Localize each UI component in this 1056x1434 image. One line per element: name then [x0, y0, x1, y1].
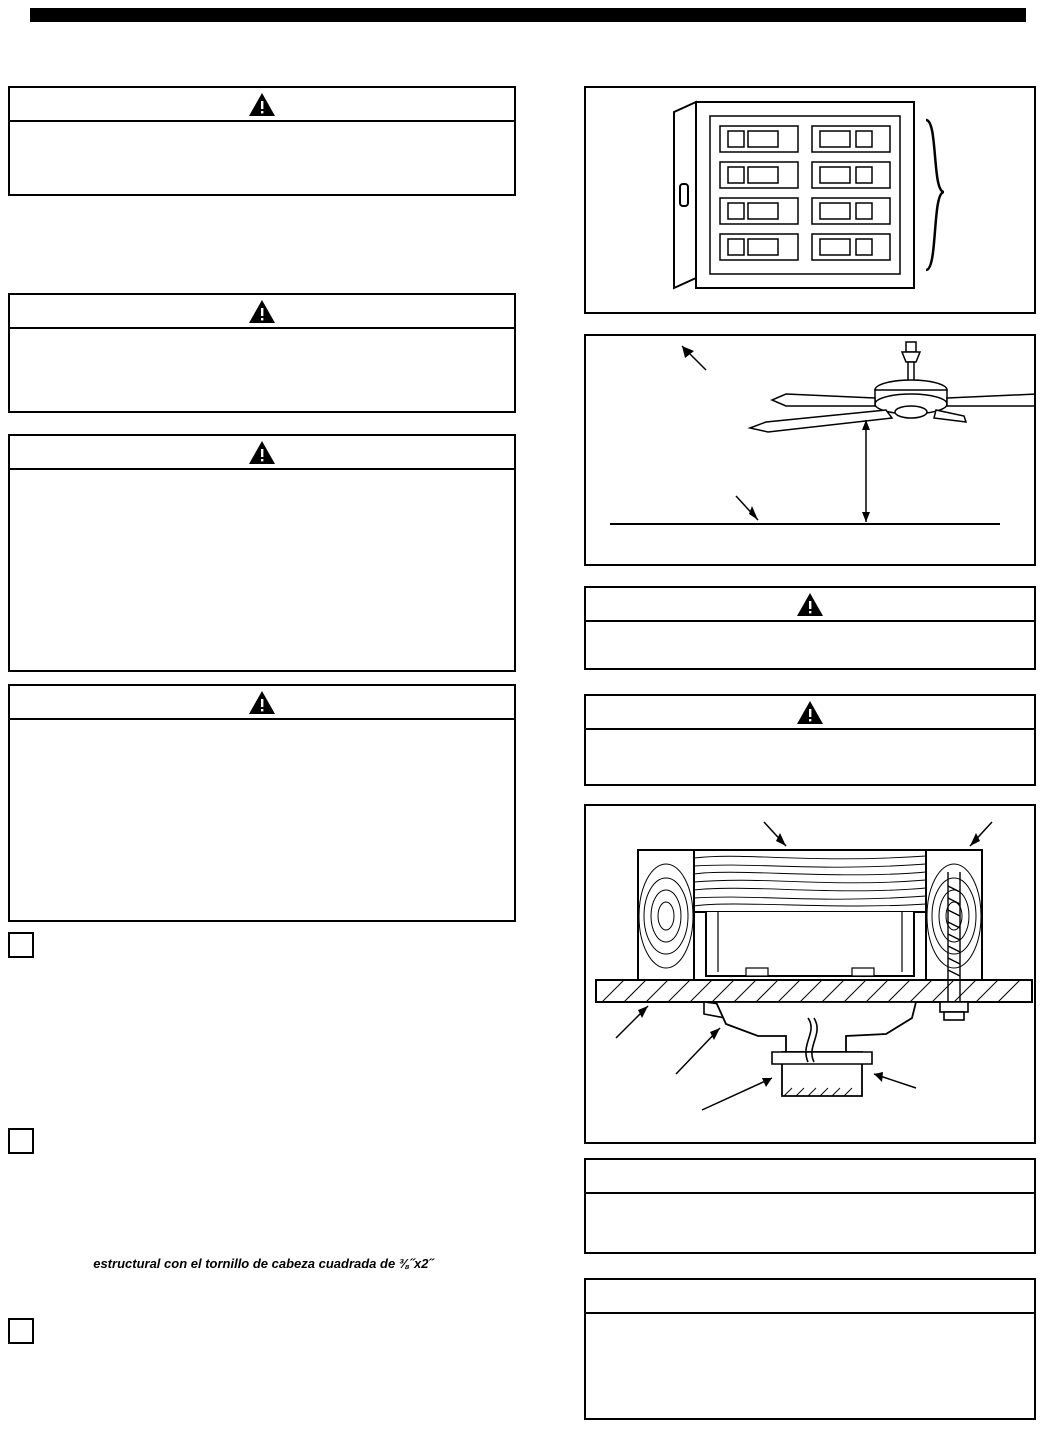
note-header-3: [586, 1160, 1034, 1194]
step-1-checkbox[interactable]: [8, 932, 34, 958]
warning-box-3: [8, 434, 516, 672]
note-body-4: [586, 1314, 1034, 1375]
step-2-text: [48, 1130, 518, 1221]
note-box-2: [584, 694, 1036, 786]
warning-body-4: [10, 720, 514, 810]
warning-header-3: [10, 436, 514, 470]
warning-box-4: [8, 684, 516, 922]
note-header-1: [586, 588, 1034, 622]
note-header-4: [586, 1280, 1034, 1314]
step-2-emphasis: estructural con el tornillo de cabeza cuadrada de ⅜˝x2˝: [93, 1256, 433, 1271]
outlet-box-mounting-illustration: [584, 804, 1036, 1144]
warning-triangle-icon: [248, 299, 276, 324]
warning-triangle-icon: [248, 440, 276, 465]
step-3-checkbox[interactable]: [8, 1318, 34, 1344]
note-box-1: [584, 586, 1036, 670]
warning-header-1: [10, 88, 514, 122]
warning-body-3: [10, 470, 514, 579]
step-2-checkbox[interactable]: [8, 1128, 34, 1154]
warning-box-1: [8, 86, 516, 196]
page-top-rule: [30, 8, 1026, 22]
note-box-3: [584, 1158, 1036, 1254]
warning-triangle-icon: [796, 700, 824, 725]
warning-triangle-icon: [248, 92, 276, 117]
warning-header-4: [10, 686, 514, 720]
ceiling-fan-clearance-illustration: [584, 334, 1036, 566]
note-box-4: [584, 1278, 1036, 1420]
warning-header-2: [10, 295, 514, 329]
warning-triangle-icon: [796, 592, 824, 617]
warning-triangle-icon: [248, 690, 276, 715]
warning-box-2: [8, 293, 516, 413]
note-header-2: [586, 696, 1034, 730]
breaker-panel-illustration: [584, 86, 1036, 314]
